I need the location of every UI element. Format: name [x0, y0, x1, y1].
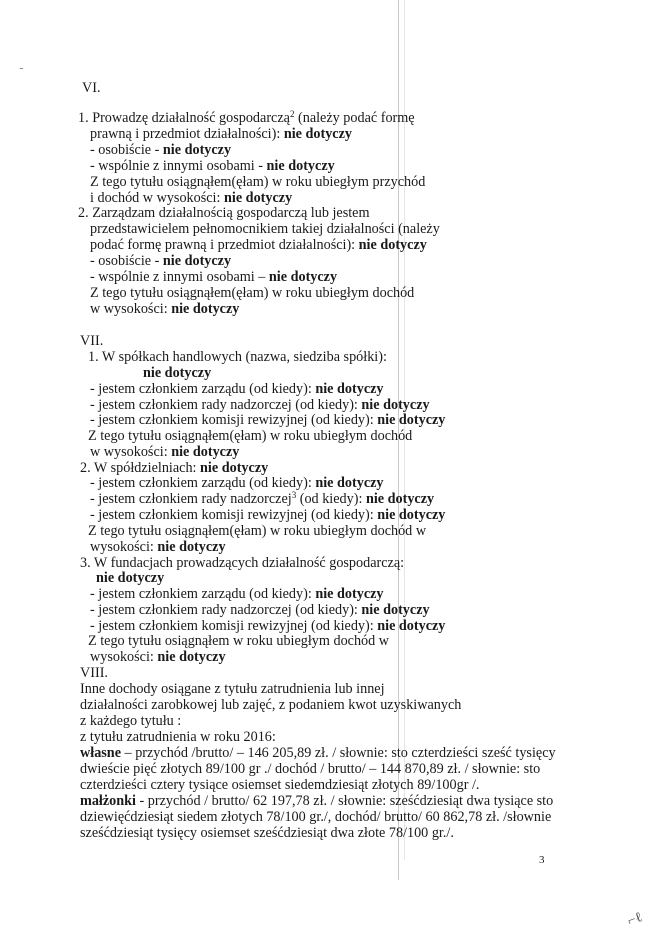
- text-segment: Z tego tytułu osiągnąłem(ęłam) w roku ubiegłym przychód: [90, 174, 426, 190]
- text-line: [78, 110, 415, 126]
- text-segment: prawną i przedmiot działalności):: [90, 126, 284, 142]
- text-segment: dziewięćdziesiąt siedem złotych 78/100 gr./, dochód/ brutto/ 60 862,78 zł. /słownie: [80, 809, 552, 825]
- text-segment: – przychód /brutto/ – 146 205,89 zł. / słownie: sto czterdzieści sześć tysięcy: [121, 745, 556, 761]
- text-line: [80, 761, 540, 777]
- text-segment: - jestem członkiem rady nadzorczej: [90, 491, 292, 507]
- text-segment: Z tego tytułu osiągnąłem(ęłam) w roku ubiegłym dochód w: [88, 523, 427, 539]
- bold-value: nie dotyczy: [96, 570, 165, 586]
- text-segment: - osobiście -: [90, 253, 163, 269]
- bold-value: nie dotyczy: [268, 269, 338, 285]
- bold-value: nie dotyczy: [377, 618, 446, 634]
- text-segment: - jestem członkiem zarządu (od kiedy):: [90, 586, 316, 602]
- text-line: [90, 158, 335, 174]
- text-line: [88, 523, 426, 539]
- text-line: [80, 333, 103, 349]
- text-segment: - jestem członkiem rady nadzorczej (od kiedy):: [90, 602, 362, 618]
- text-segment: sześćdziesiąt tysięcy osiemset sześćdziesiąt dwa złote 78/100 gr./.: [80, 825, 454, 841]
- text-segment: - jestem członkiem zarządu (od kiedy):: [90, 475, 316, 491]
- text-segment: Inne dochody osiągane z tytułu zatrudnienia lub innej: [80, 681, 385, 697]
- bold-value: nie dotyczy: [157, 649, 226, 665]
- bold-value: nie dotyczy: [162, 253, 232, 269]
- text-line: [90, 237, 427, 253]
- footnote-marker[interactable]: 3: [291, 490, 297, 500]
- text-segment: czterdzieści cztery tysiące osiemset siedemdziesiąt złotych 89/100gr /.: [80, 777, 480, 793]
- text-line: [96, 570, 164, 586]
- text-line: [90, 190, 292, 206]
- text-segment: z każdego tytułu :: [80, 713, 182, 729]
- bold-value: małżonki: [80, 793, 136, 809]
- text-line: [80, 793, 553, 809]
- text-line: [90, 444, 239, 460]
- text-segment: dwieście pięć złotych 89/100 gr ./ dochód / brutto/ – 144 870,89 zł. / słownie: sto: [80, 761, 541, 777]
- bold-value: nie dotyczy: [171, 301, 240, 317]
- text-segment: - osobiście -: [90, 142, 163, 158]
- text-line: [78, 205, 370, 221]
- text-line: [90, 142, 231, 158]
- text-line: [80, 729, 276, 745]
- bold-value: własne: [80, 745, 121, 761]
- text-line: [80, 681, 385, 697]
- text-segment: wysokości:: [90, 539, 158, 555]
- text-segment: VIII.: [80, 665, 108, 681]
- text-line: [90, 618, 445, 634]
- text-segment: - jestem członkiem zarządu (od kiedy):: [90, 381, 316, 397]
- bold-value: nie dotyczy: [224, 190, 293, 206]
- text-line: [90, 174, 425, 190]
- text-segment: w wysokości:: [90, 444, 172, 460]
- text-segment: 1. Prowadzę działalność gospodarczą: [78, 110, 290, 126]
- text-line: [80, 777, 479, 793]
- text-line: [90, 475, 384, 491]
- text-line: [80, 460, 268, 476]
- text-segment: - wspólnie z innymi osobami –: [90, 269, 269, 285]
- bold-value: nie dotyczy: [162, 142, 232, 158]
- text-line: [90, 539, 226, 555]
- bold-value: nie dotyczy: [315, 475, 384, 491]
- footnote-marker[interactable]: 2: [289, 109, 295, 119]
- text-line: [80, 745, 556, 761]
- text-line: [80, 713, 181, 729]
- text-segment: w wysokości:: [90, 301, 172, 317]
- text-segment: Z tego tytułu osiągnąłem w roku ubiegłym dochód w: [88, 633, 390, 649]
- text-line: [90, 507, 445, 523]
- bold-value: nie dotyczy: [361, 602, 430, 618]
- text-line: [80, 809, 551, 825]
- text-line: [88, 349, 387, 365]
- bold-value: nie dotyczy: [315, 586, 384, 602]
- text-segment: - jestem członkiem komisji rewizyjnej (od kiedy):: [90, 412, 378, 428]
- text-segment: - wspólnie z innymi osobami -: [90, 158, 267, 174]
- handwritten-initial: ⌐ℓ: [625, 909, 645, 930]
- text-line: [80, 555, 404, 571]
- text-line: [90, 269, 337, 285]
- text-segment: - jestem członkiem rady nadzorczej (od kiedy):: [90, 397, 362, 413]
- page-number: 3: [539, 854, 545, 866]
- text-line: [90, 649, 226, 665]
- text-line: [88, 633, 389, 649]
- text-segment: wysokości:: [90, 649, 158, 665]
- text-line: [90, 285, 414, 301]
- text-segment: Z tego tytułu osiągnąłem(ęłam) w roku ubiegłym dochód: [88, 428, 413, 444]
- text-segment: - przychód / brutto/ 62 197,78 zł. / słownie: sześćdziesiąt dwa tysiące sto: [135, 793, 554, 809]
- text-segment: przedstawicielem pełnomocnikiem takiej działalności (należy: [90, 221, 440, 237]
- bold-value: nie dotyczy: [361, 397, 430, 413]
- text-segment: 2. Zarządzam działalnością gospodarczą lub jestem: [78, 205, 370, 221]
- text-line: [90, 221, 440, 237]
- text-segment: (należy podać formę: [294, 110, 415, 126]
- text-line: [90, 397, 430, 413]
- text-segment: 2. W spółdzielniach:: [80, 460, 201, 476]
- bold-value: nie dotyczy: [171, 444, 240, 460]
- text-line: [143, 365, 211, 381]
- text-line: [90, 381, 384, 397]
- text-line: [88, 428, 412, 444]
- text-segment: VI.: [82, 80, 101, 96]
- scan-speck: [20, 68, 23, 69]
- text-segment: i dochód w wysokości:: [90, 190, 224, 206]
- text-segment: z tytułu zatrudnienia w roku 2016:: [80, 729, 276, 745]
- text-line: [82, 80, 101, 96]
- text-segment: 3. W fundacjach prowadzących działalność gospodarczą:: [80, 555, 405, 571]
- text-line: [90, 412, 445, 428]
- bold-value: nie dotyczy: [143, 365, 212, 381]
- text-segment: VII.: [80, 333, 104, 349]
- text-segment: Z tego tytułu osiągnąłem(ęłam) w roku ubiegłym dochód: [90, 285, 415, 301]
- bold-value: nie dotyczy: [200, 460, 269, 476]
- text-line: [90, 126, 352, 142]
- text-line: [90, 602, 430, 618]
- text-segment: (od kiedy):: [296, 491, 366, 507]
- text-segment: 1. W spółkach handlowych (nazwa, siedziba spółki):: [88, 349, 387, 365]
- bold-value: nie dotyczy: [266, 158, 335, 174]
- text-line: [90, 301, 239, 317]
- text-line: [90, 491, 434, 507]
- bold-value: nie dotyczy: [157, 539, 226, 555]
- text-segment: podać formę prawną i przedmiot działalności):: [90, 237, 359, 253]
- text-segment: działalności zarobkowej lub zajęć, z podaniem kwot uzyskiwanych: [80, 697, 462, 713]
- bold-value: nie dotyczy: [283, 126, 352, 142]
- bold-value: nie dotyczy: [365, 491, 435, 507]
- bold-value: nie dotyczy: [377, 507, 446, 523]
- text-segment: - jestem członkiem komisji rewizyjnej (od kiedy):: [90, 507, 378, 523]
- bold-value: nie dotyczy: [377, 412, 446, 428]
- bold-value: nie dotyczy: [315, 381, 384, 397]
- text-line: [90, 586, 384, 602]
- text-line: [90, 253, 231, 269]
- text-segment: - jestem członkiem komisji rewizyjnej (od kiedy):: [90, 618, 378, 634]
- bold-value: nie dotyczy: [358, 237, 427, 253]
- text-line: [80, 665, 108, 681]
- text-line: [80, 697, 461, 713]
- text-line: [80, 825, 454, 841]
